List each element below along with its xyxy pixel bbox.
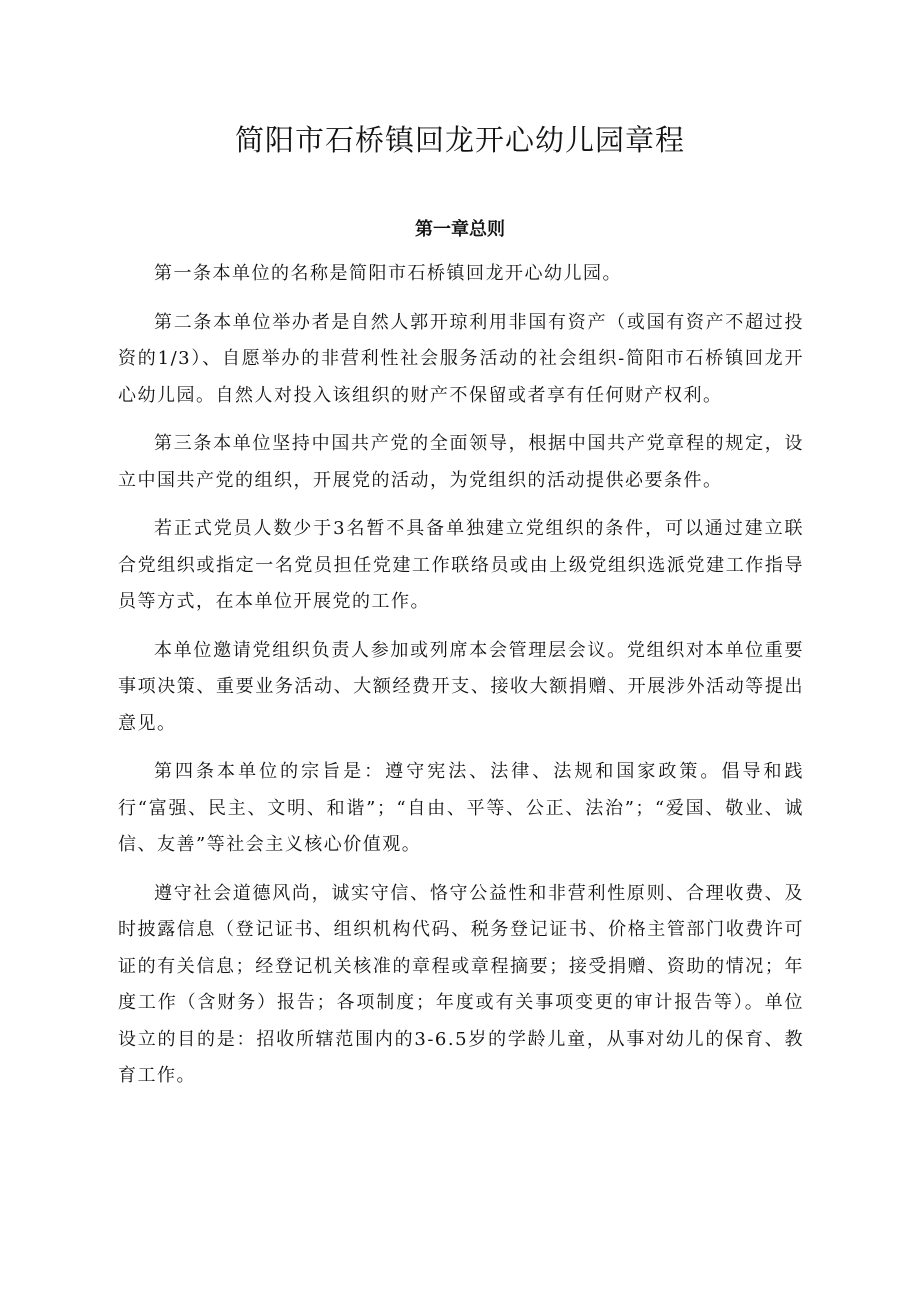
paragraph-party-leadership: 本单位邀请党组织负责人参加或列席本会管理层会议。党组织对本单位重要事项决策、重要业务活动、大额经费开支、接收大额捐赠、开展涉外活动等提出意见。 bbox=[118, 639, 804, 734]
paragraph-party-members: 若正式党员人数少于3名暂不具备单独建立党组织的条件，可以通过建立联合党组织或指定一名党员担任党建工作联络员或由上级党组织选派党建工作指导员等方式，在本单位开展党的工作。 bbox=[118, 518, 804, 612]
paragraph-social-ethics: 遵守社会道德风尚，诚实守信、恪守公益性和非营利性原则、合理收费、及时披露信息（登记证书、组织机构代码、税务登记证书、价格主管部门收费许可证的有关信息；经登记机关核准的章程或章程摘要；接受捐赠、资助的情况；年度工作（含财务）报告；各项制度；年度或有关事项变更的审计报告等）。单位设立的目的是：招收所辖范围内的3-6.5岁的学龄儿童，从事对幼儿的保育、教育工作。 bbox=[118, 882, 804, 1086]
document-body bbox=[118, 256, 804, 1107]
paragraph-article-4: 第四条本单位的宗旨是：遵守宪法、法律、法规和国家政策。倡导和践行“富强、民主、文明、和谐”；“自由、平等、公正、法治”；“爱国、敬业、诚信、友善”等社会主义核心价值观。 bbox=[118, 761, 804, 855]
chapter-heading: 第一章总则 bbox=[415, 219, 505, 240]
paragraph-article-3: 第三条本单位坚持中国共产党的全面领导，根据中国共产党章程的规定，设立中国共产党的组织，开展党的活动，为党组织的活动提供必要条件。 bbox=[118, 433, 804, 491]
document-title: 简阳市石桥镇回龙开心幼儿园章程 bbox=[234, 123, 685, 157]
paragraph-article-2: 第二条本单位举办者是自然人郭开琼利用非国有资产（或国有资产不超过投资的1/3）、自愿举办的非营利性社会服务活动的社会组织-简阳市石桥镇回龙开心幼儿园。自然人对投入该组织的财产不保留或者享有任何财产权利。 bbox=[118, 311, 804, 406]
paragraph-article-1: 第一条本单位的名称是简阳市石桥镇回龙开心幼儿园。 bbox=[154, 263, 622, 284]
